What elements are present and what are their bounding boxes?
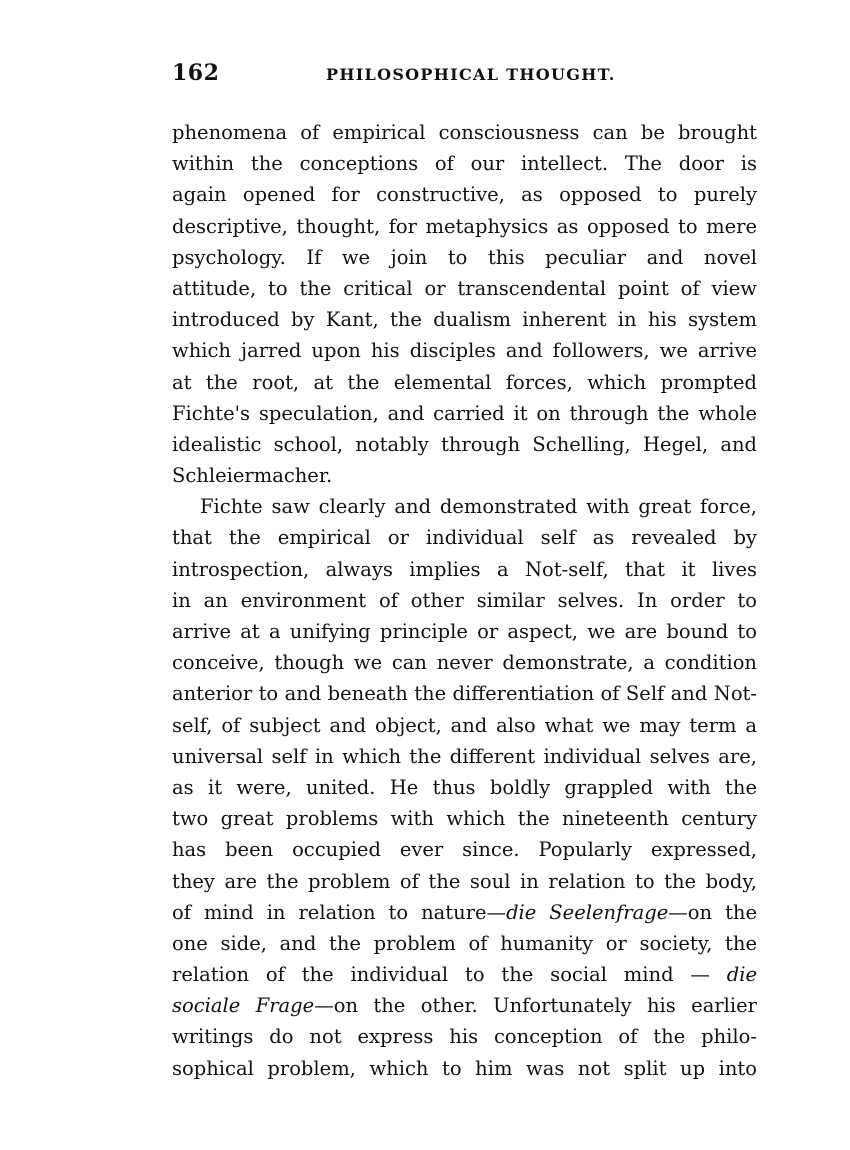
running-head: PHILOSOPHICAL THOUGHT. [326,65,616,84]
text-line: within the conceptions of our intellect. The door is [172,152,757,176]
page-body [172,117,757,1084]
text-line: attitude, to the critical or transcendental point of view [172,276,757,300]
text-line: conceive, though we can never demonstrate, a condition [172,651,757,675]
text-line: at the root, at the elemental forces, which prompted [172,370,757,394]
italic-term-seelenfrage: die Seelenfrage [506,900,669,924]
line-text: of mind in relation to nature— [172,900,507,924]
line-text: —on the [668,900,757,924]
text-line: Fichte saw clearly and demonstrated with great force, [200,495,757,519]
page-header [172,60,762,92]
text-line: Fichte's speculation, and carried it on through the whole [172,401,757,425]
line-text: —on the other. Unfortunately his earlier [314,994,757,1018]
line-text: relation of the individual to the social mind — [172,963,727,987]
page-number: 162 [172,60,220,86]
text-line: writings do not express his conception of the philo- [172,1025,757,1049]
text-line: sophical problem, which to him was not split up into [172,1056,757,1080]
paragraph-1 [172,117,757,491]
text-line: in an environment of other similar selves. In order to [172,588,757,612]
text-line: descriptive, thought, for metaphysics as opposed to mere [172,214,757,238]
text-line: introduced by Kant, the dualism inherent in his system [172,308,757,332]
text-line: that the empirical or individual self as revealed by [172,526,757,550]
italic-term-die: die [726,963,757,987]
text-line: one side, and the problem of humanity or society, the [172,931,757,955]
paragraph-2 [172,491,757,1084]
text-line: phenomena of empirical consciousness can be brought [172,121,757,144]
italic-term-sociale-frage: sociale Frage [172,994,315,1018]
text-line: Schleiermacher. [172,464,333,488]
text-line: arrive at a unifying principle or aspect, we are bound to [172,620,757,643]
text-line: self, of subject and object, and also what we may term a [172,713,757,737]
text-line: universal self in which the different individual selves are, [172,744,757,768]
text-line: as it were, united. He thus boldly grappled with the [172,775,757,799]
text-line: psychology. If we join to this peculiar and novel [172,245,757,269]
text-line [172,897,757,928]
text-line [172,959,757,990]
text-line: introspection, always implies a Not-self, that it lives [172,557,757,581]
text-line: idealistic school, notably through Schelling, Hegel, and [172,432,757,456]
text-line: they are the problem of the soul in relation to the body, [172,869,757,893]
text-line: anterior to and beneath the differentiation of Self and Not- [172,682,757,706]
text-line: has been occupied ever since. Popularly expressed, [172,838,757,862]
text-line [172,990,757,1021]
text-line: two great problems with which the nineteenth century [172,807,757,831]
text-line: which jarred upon his disciples and followers, we arrive [172,339,757,363]
text-line: again opened for constructive, as opposed to purely [172,183,757,207]
